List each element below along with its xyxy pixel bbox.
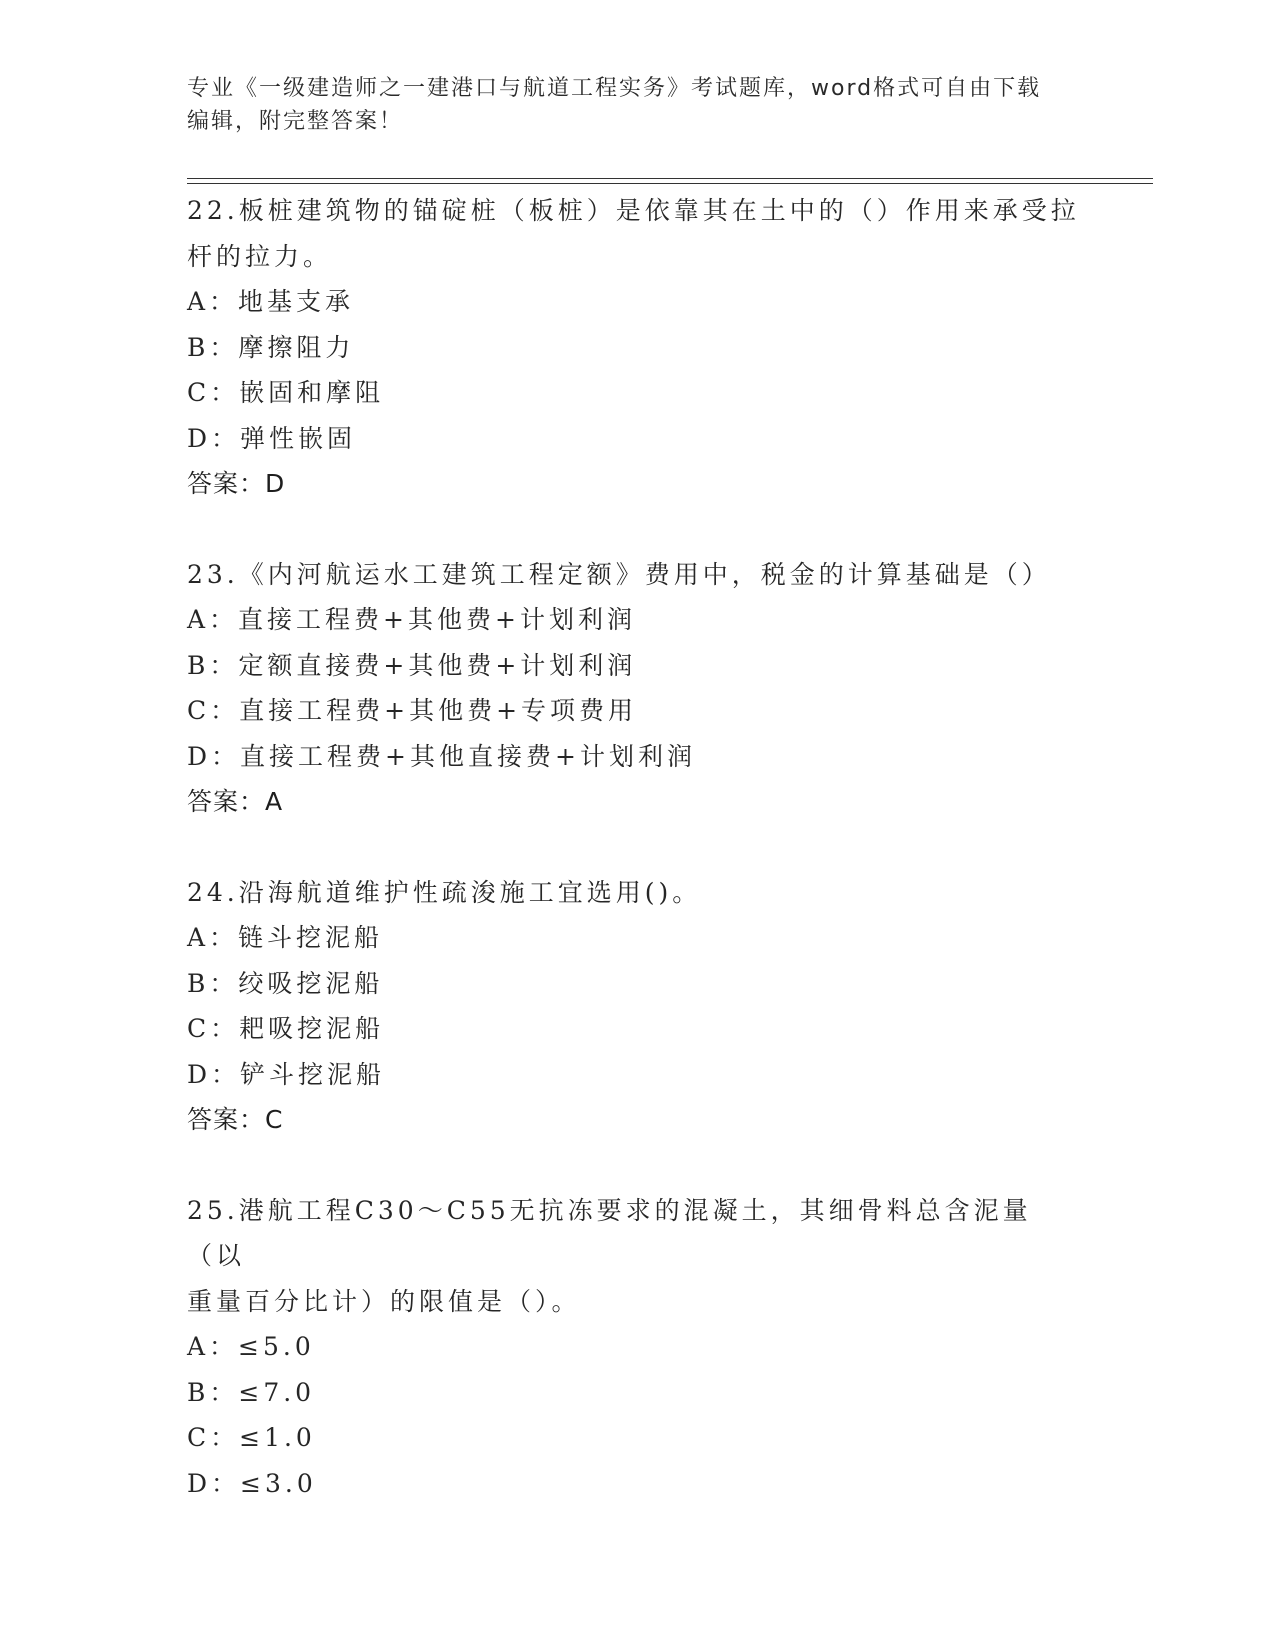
question-23 xyxy=(187,552,1087,825)
header-line-2: 编辑，附完整答案！ xyxy=(187,109,404,134)
option-c: C：耙吸挖泥船 xyxy=(187,1014,385,1043)
question-stem: 重量百分比计）的限值是（）。 xyxy=(187,1286,581,1316)
header-divider-bottom xyxy=(187,183,1153,184)
question-stem: 杆的拉力。 xyxy=(187,241,333,271)
answer-label: 答案：A xyxy=(187,787,284,816)
question-stem: 22.板桩建筑物的锚碇桩（板桩）是依靠其在土中的（）作用来承受拉 xyxy=(187,196,1080,225)
option-b: B：≤7.0 xyxy=(187,1377,316,1407)
question-list xyxy=(187,188,1087,1551)
option-c: C：≤1.0 xyxy=(187,1423,316,1452)
question-25 xyxy=(187,1188,1087,1507)
option-d: D：铲斗挖泥船 xyxy=(187,1059,386,1089)
question-stem: 23.《内河航运水工建筑工程定额》费用中，税金的计算基础是（） xyxy=(187,559,1051,589)
header-divider-top xyxy=(187,178,1153,179)
answer-label: 答案：D xyxy=(187,469,286,498)
option-d: D：≤3.0 xyxy=(187,1468,317,1498)
question-stem: 25.港航工程C30～C55无抗冻要求的混凝土，其细骨料总含泥量（以 xyxy=(187,1195,1032,1270)
option-b: B：绞吸挖泥船 xyxy=(187,968,384,998)
document-header xyxy=(187,72,1067,138)
question-22 xyxy=(187,188,1087,507)
header-line-1: 专业《一级建造师之一建港口与航道工程实务》考试题库，word格式可自由下载 xyxy=(187,76,1042,101)
answer-label: 答案：C xyxy=(187,1105,284,1134)
option-d: D：直接工程费+其他直接费+计划利润 xyxy=(187,741,696,771)
option-a: A：≤5.0 xyxy=(187,1332,315,1361)
option-d: D：弹性嵌固 xyxy=(187,423,357,453)
option-c: C：嵌固和摩阻 xyxy=(187,378,385,407)
question-stem: 24.沿海航道维护性疏浚施工宜选用()。 xyxy=(187,877,702,907)
option-a: A：地基支承 xyxy=(187,287,355,316)
option-b: B：摩擦阻力 xyxy=(187,332,355,362)
question-24 xyxy=(187,870,1087,1143)
option-c: C：直接工程费+其他费+专项费用 xyxy=(187,696,638,725)
option-a: A：链斗挖泥船 xyxy=(187,923,384,952)
option-a: A：直接工程费+其他费+计划利润 xyxy=(187,605,636,634)
option-b: B：定额直接费+其他费+计划利润 xyxy=(187,650,637,680)
